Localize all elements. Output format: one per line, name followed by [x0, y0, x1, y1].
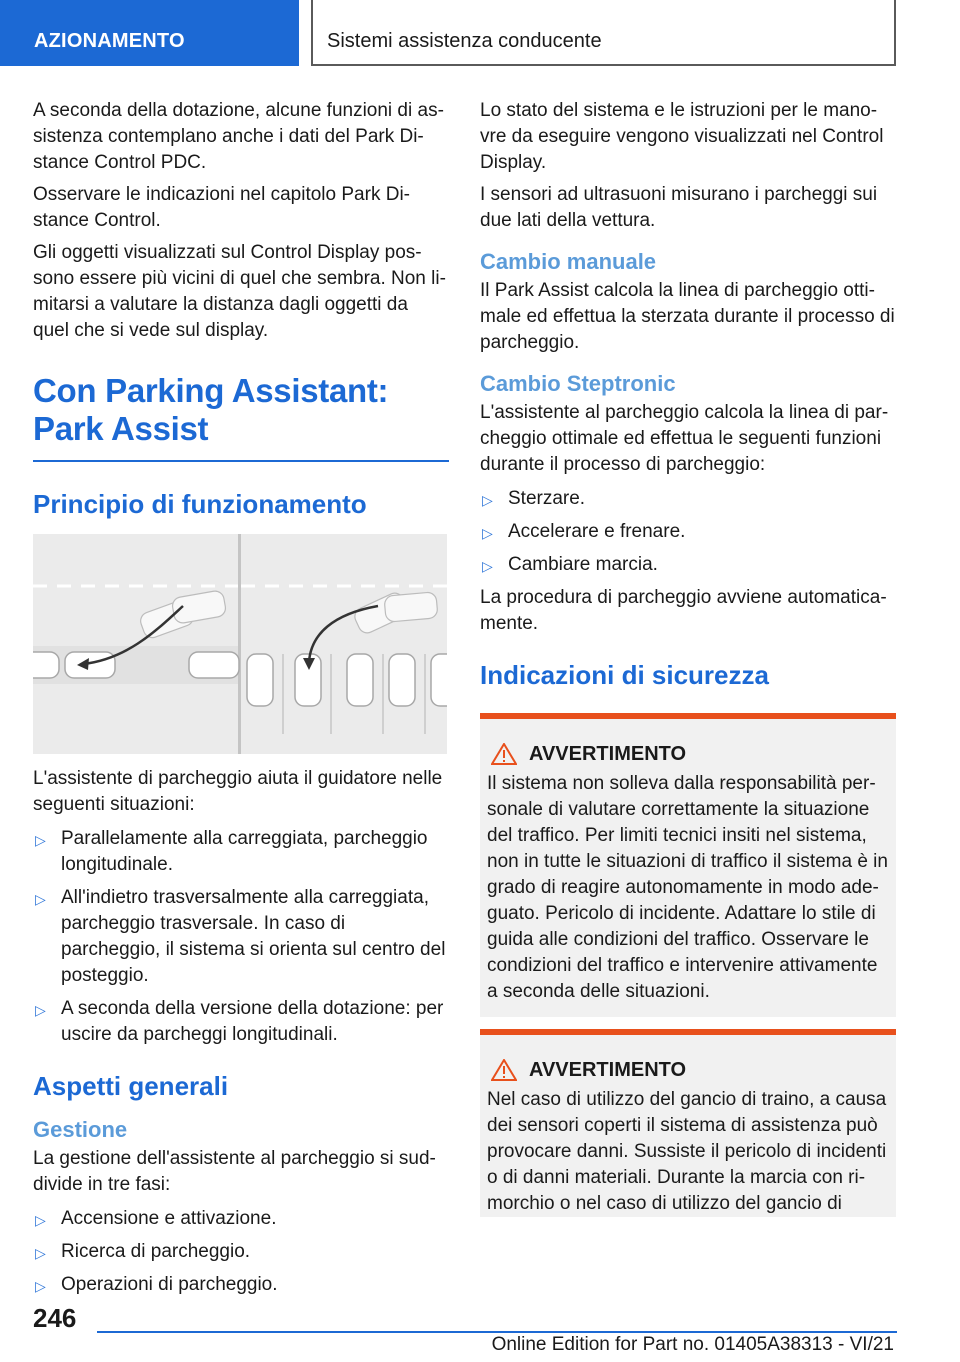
steptronic-note: La procedura di parcheggio avviene automatica-mente.: [480, 587, 887, 634]
triangle-right-icon: ▷: [35, 1212, 46, 1228]
parking-diagram: [33, 534, 447, 754]
list-item: ▷ A seconda della versione della dotazione: per uscire da parcheggi longitudinali.: [35, 998, 444, 1045]
principle-heading: Principio di funzionamento: [33, 489, 367, 519]
list-item: ▷ Operazioni di parcheggio.: [33, 1272, 449, 1298]
warning-title: AVVERTIMENTO: [487, 1057, 889, 1083]
page-number: 246: [33, 1303, 77, 1333]
triangle-right-icon: ▷: [35, 891, 46, 907]
right-column: [480, 98, 896, 1229]
manual-heading: Cambio manuale: [480, 249, 657, 274]
list-item: ▷ Ricerca di parcheggio.: [33, 1239, 449, 1265]
warning-title: AVVERTIMENTO: [487, 741, 889, 767]
intro-paragraph: Osservare le indicazioni nel capitolo Park Di-stance Control.: [33, 184, 410, 231]
list-item: ▷ Accelerare e frenare.: [480, 519, 896, 545]
steptronic-list: [480, 486, 896, 578]
warning-box: [480, 713, 896, 1017]
warning-text: Il sistema non solleva dalla responsabilità per-sonale di valutare correttamente la situazione del traffico. Per limiti tecnici insiti nel sistema, non in tutte le situazioni di traffico il sistema è in grado di reagire autonomamente in modo ade-guato. Pericolo di incidente. Adattare lo stile di guida alle condizioni del traffico. Osservare le condizioni del traffico e intervenire attivamente a seconda delle situazioni.: [487, 773, 888, 1002]
triangle-right-icon: ▷: [35, 1002, 46, 1018]
triangle-right-icon: ▷: [35, 1245, 46, 1261]
steptronic-heading: Cambio Steptronic: [480, 371, 676, 396]
warning-text: Nel caso di utilizzo del gancio di traino, a causa dei sensori coperti il sistema di assistenza può provocare danni. Sussiste il pericolo di incidenti o di danni materiali. Durante la marcia con ri-morchio o nel caso di utilizzo del gancio di: [487, 1089, 887, 1214]
manual-text: Il Park Assist calcola la linea di parcheggio otti-male ed effettua la sterzata durante il processo di parcheggio.: [480, 280, 895, 353]
footer-edition: Online Edition for Part no. 01405A38313 - VI/21: [491, 1334, 894, 1355]
list-item: ▷ Cambiare marcia.: [480, 552, 896, 578]
triangle-right-icon: ▷: [482, 525, 493, 541]
list-item: ▷ Parallelamente alla carreggiata, parcheggio longitudinale.: [35, 828, 428, 875]
footer-divider: [97, 1331, 897, 1333]
triangle-right-icon: ▷: [482, 492, 493, 508]
intro-paragraph: Lo stato del sistema e le istruzioni per le mano-vre da eseguire vengono visualizzati nel Control Display.: [480, 100, 884, 173]
triangle-right-icon: ▷: [482, 558, 493, 574]
principle-list: [33, 826, 449, 1048]
steptronic-text: L'assistente al parcheggio calcola la linea di par-cheggio ottimale ed effettua le seguenti funzioni durante il processo di parcheggio:: [480, 402, 889, 475]
principle-text: L'assistente di parcheggio aiuta il guidatore nelle seguenti situazioni:: [33, 768, 443, 815]
intro-paragraph: I sensori ad ultrasuoni misurano i parcheggi sui due lati della vettura.: [480, 184, 878, 231]
warning-triangle-icon: [491, 1059, 517, 1081]
intro-paragraph: A seconda della dotazione, alcune funzioni di as-sistenza contemplano anche i dati del Park Di-stance Control PDC.: [33, 100, 444, 173]
main-heading: [33, 372, 449, 462]
triangle-right-icon: ▷: [35, 832, 46, 848]
gestione-text: La gestione dell'assistente al parcheggio si sud-divide in tre fasi:: [33, 1148, 436, 1195]
parking-illustration: [33, 534, 447, 754]
list-item: ▷ Accensione e attivazione.: [33, 1206, 449, 1232]
left-column: [33, 98, 449, 1305]
header-chapter-title: Sistemi assistenza conducente: [311, 0, 896, 66]
warning-box: [480, 1029, 896, 1217]
list-item: ▷ All'indietro trasversalmente alla carreggiata, parcheggio trasversale. In caso di parcheggio, il sistema si orienta sul centro del posteggio.: [35, 887, 446, 986]
list-item: ▷ Sterzare.: [480, 486, 896, 512]
intro-paragraph: Gli oggetti visualizzati sul Control Display pos-sono essere più vicini di quel che sembra. Non li-mitarsi a valutare la distanza dagli oggetti da quel che si vede sul display.: [33, 242, 446, 341]
gestione-heading: Gestione: [33, 1117, 128, 1142]
warning-triangle-icon: [491, 743, 517, 765]
main-heading-line: Con Parking Assistant:: [33, 372, 389, 409]
safety-heading: Indicazioni di sicurezza: [480, 660, 769, 690]
general-heading: Aspetti generali: [33, 1071, 229, 1101]
triangle-right-icon: ▷: [35, 1278, 46, 1294]
main-heading-line: Park Assist: [33, 410, 209, 447]
header-section-tab: AZIONAMENTO: [0, 0, 299, 66]
gestione-list: [33, 1206, 449, 1298]
